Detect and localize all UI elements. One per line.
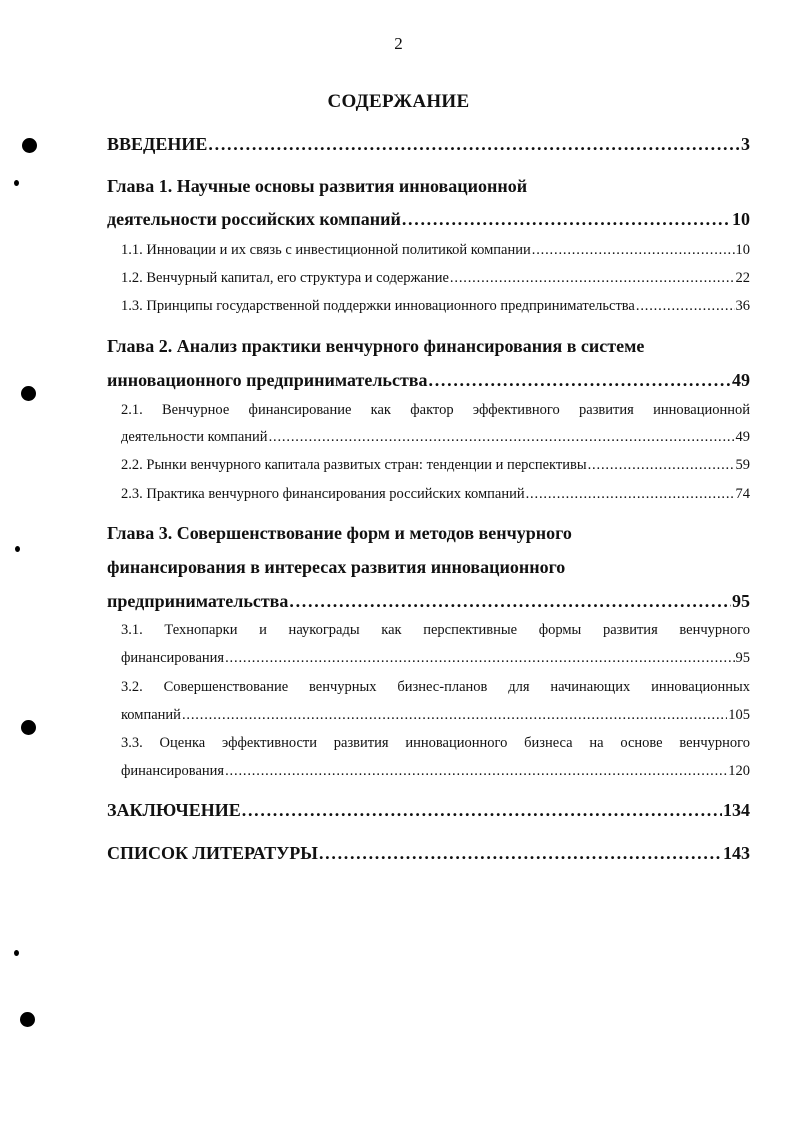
toc-entry-section-3-2[interactable]: [121, 707, 750, 724]
toc-page-number: 49: [732, 370, 750, 390]
toc-title: СОДЕРЖАНИЕ: [327, 91, 470, 112]
dot-leader: [289, 591, 731, 612]
dot-leader: [532, 242, 735, 259]
toc-entry-chapter1[interactable]: [107, 209, 750, 230]
toc-page-number: 120: [728, 763, 750, 779]
toc-section-2-1-line1: 2.1. Венчурное финансирование как фактор эффективного развития инновационной: [121, 402, 750, 418]
toc-page-number: 95: [735, 650, 750, 666]
toc-entry-text: 1.1. Инновации и их связь с инвестиционной политикой компании: [121, 242, 531, 258]
toc-entry-text: деятельности компаний: [121, 429, 268, 445]
dot-leader: [402, 209, 731, 230]
toc-chapter1-line1: Глава 1. Научные основы развития инновационной: [107, 176, 528, 196]
toc-page-number: 36: [735, 298, 750, 314]
toc-entry-text: 1.2. Венчурный капитал, его структура и содержание: [121, 270, 449, 286]
toc-entry-section-1-1[interactable]: [121, 242, 750, 259]
toc-entry-section-1-2[interactable]: [121, 270, 750, 287]
dot-leader: [319, 843, 722, 864]
toc-chapter3-line1: Глава 3. Совершенствование форм и методов венчурного: [107, 523, 572, 543]
toc-entry-chapter2[interactable]: [107, 370, 750, 391]
punch-hole-2: [21, 386, 36, 401]
dot-leader: [182, 707, 727, 724]
page-number: 2: [394, 34, 403, 53]
toc-page-number: 143: [723, 843, 750, 863]
toc-page-number: 105: [728, 707, 750, 723]
toc-chapter2-line1: Глава 2. Анализ практики венчурного финансирования в системе: [107, 336, 645, 356]
toc-entry-section-1-3[interactable]: [121, 298, 750, 315]
scan-speck-3: [14, 950, 19, 956]
toc-page-number: 134: [723, 800, 750, 820]
toc-entry-introduction[interactable]: [107, 134, 750, 155]
toc-entry-text: инновационного предпринимательства: [107, 370, 428, 390]
toc-page-number: 22: [735, 270, 750, 286]
toc-entry-text: компаний: [121, 707, 181, 723]
toc-entry-text: предпринимательства: [107, 591, 289, 611]
dot-leader: [225, 650, 734, 667]
dot-leader: [225, 763, 727, 780]
scan-speck-1: [14, 180, 19, 186]
toc-page-number: 10: [732, 209, 750, 229]
toc-entry-text: финансирования: [121, 650, 225, 666]
toc-entry-chapter3[interactable]: [107, 591, 750, 612]
punch-hole-1: [22, 138, 37, 153]
toc-entry-text: СПИСОК ЛИТЕРАТУРЫ: [107, 843, 318, 863]
toc-page-number: 10: [735, 242, 750, 258]
toc-chapter3-line2: финансирования в интересах развития инновационного: [107, 557, 566, 577]
scan-speck-2: [15, 546, 20, 552]
toc-entry-section-2-2[interactable]: [121, 457, 750, 474]
toc-page-number: 74: [735, 486, 750, 502]
dot-leader: [269, 429, 735, 446]
toc-page-number: 59: [735, 457, 750, 473]
toc-entry-text: 1.3. Принципы государственной поддержки инновационного предпринимательства: [121, 298, 635, 314]
toc-entry-text: 2.3. Практика венчурного финансирования российских компаний: [121, 486, 525, 502]
dot-leader: [526, 486, 735, 503]
dot-leader: [208, 134, 740, 155]
toc-entry-text: ВВЕДЕНИЕ: [107, 134, 208, 154]
toc-entry-section-2-3[interactable]: [121, 486, 750, 503]
toc-section-3-2-line1: 3.2. Совершенствование венчурных бизнес-планов для начинающих инновационных: [121, 679, 750, 695]
dot-leader: [636, 298, 735, 315]
toc-section-3-3-line1: 3.3. Оценка эффективности развития инновационного бизнеса на основе венчурного: [121, 735, 750, 751]
toc-entry-text: деятельности российских компаний: [107, 209, 401, 229]
toc-entry-section-2-1[interactable]: [121, 429, 750, 446]
toc-entry-bibliography[interactable]: [107, 843, 750, 864]
toc-entry-section-3-1[interactable]: [121, 650, 750, 667]
toc-entry-conclusion[interactable]: [107, 800, 750, 821]
dot-leader: [450, 270, 735, 287]
punch-hole-3: [21, 720, 36, 735]
dot-leader: [429, 370, 731, 391]
toc-page-number: 49: [735, 429, 750, 445]
toc-entry-text: финансирования: [121, 763, 225, 779]
toc-section-3-1-line1: 3.1. Технопарки и наукограды как перспективные формы развития венчурного: [121, 622, 750, 638]
toc-entry-text: ЗАКЛЮЧЕНИЕ: [107, 800, 241, 820]
toc-page-number: 95: [732, 591, 750, 611]
dot-leader: [588, 457, 735, 474]
toc-page-number: 3: [741, 134, 750, 154]
toc-entry-section-3-3[interactable]: [121, 763, 750, 780]
dot-leader: [242, 800, 722, 821]
punch-hole-4: [20, 1012, 35, 1027]
toc-entry-text: 2.2. Рынки венчурного капитала развитых стран: тенденции и перспективы: [121, 457, 587, 473]
